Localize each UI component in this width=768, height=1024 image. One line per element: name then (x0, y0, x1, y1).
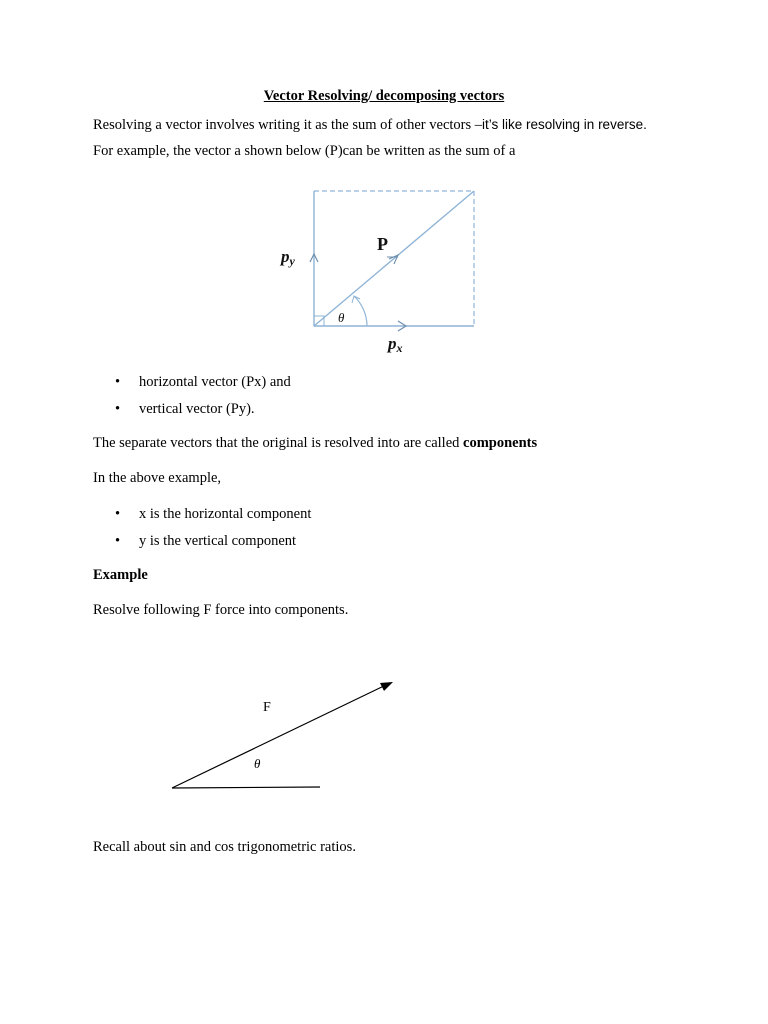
list-item-text: y is the vertical component (139, 533, 297, 549)
components-paragraph (93, 435, 537, 452)
above-example-text: In the above example, (93, 470, 222, 486)
label-py: py (281, 247, 295, 268)
f-vector-line (172, 684, 388, 788)
bullet: • (115, 374, 121, 390)
components-word: components (463, 435, 538, 451)
vector-p-diagram (270, 180, 490, 360)
list-item-text: vertical vector (Py). (139, 401, 255, 417)
f-baseline (172, 787, 320, 788)
f-arrowhead (380, 682, 393, 691)
label-px: px (388, 334, 403, 355)
list-item (115, 401, 255, 418)
list-item (115, 374, 291, 391)
theta-arc (354, 296, 367, 326)
list-item (115, 533, 296, 550)
label-f: F (263, 700, 271, 715)
page-title: Vector Resolving/ decomposing vectors (263, 88, 505, 104)
list-item-text: horizontal vector (Px) and (139, 374, 291, 390)
label-p: P (377, 234, 388, 254)
intro-line-1-main: Resolving a vector involves writing it as the sum of other vectors – (93, 117, 483, 133)
intro-line-1 (93, 117, 647, 134)
components-sentence: The separate vectors that the original is resolved into are called (93, 435, 464, 451)
intro-line-1-tail: it’s like resolving in reverse. (482, 117, 647, 132)
bullet: • (115, 506, 121, 522)
bullet: • (115, 401, 121, 417)
intro-line-2: For example, the vector a shown below (P)can be written as the sum of a (93, 143, 516, 159)
example-heading: Example (93, 567, 148, 583)
p-vector-line (314, 191, 474, 326)
label-theta: θ (338, 310, 345, 325)
resolve-text: Resolve following F force into components. (93, 602, 349, 618)
force-f-diagram (160, 670, 410, 800)
bullet: • (115, 533, 121, 549)
recall-text: Recall about sin and cos trigonometric ratios. (93, 839, 356, 855)
label-theta-2: θ (254, 756, 261, 771)
list-item (115, 506, 311, 523)
list-item-text: x is the horizontal component (139, 506, 312, 522)
